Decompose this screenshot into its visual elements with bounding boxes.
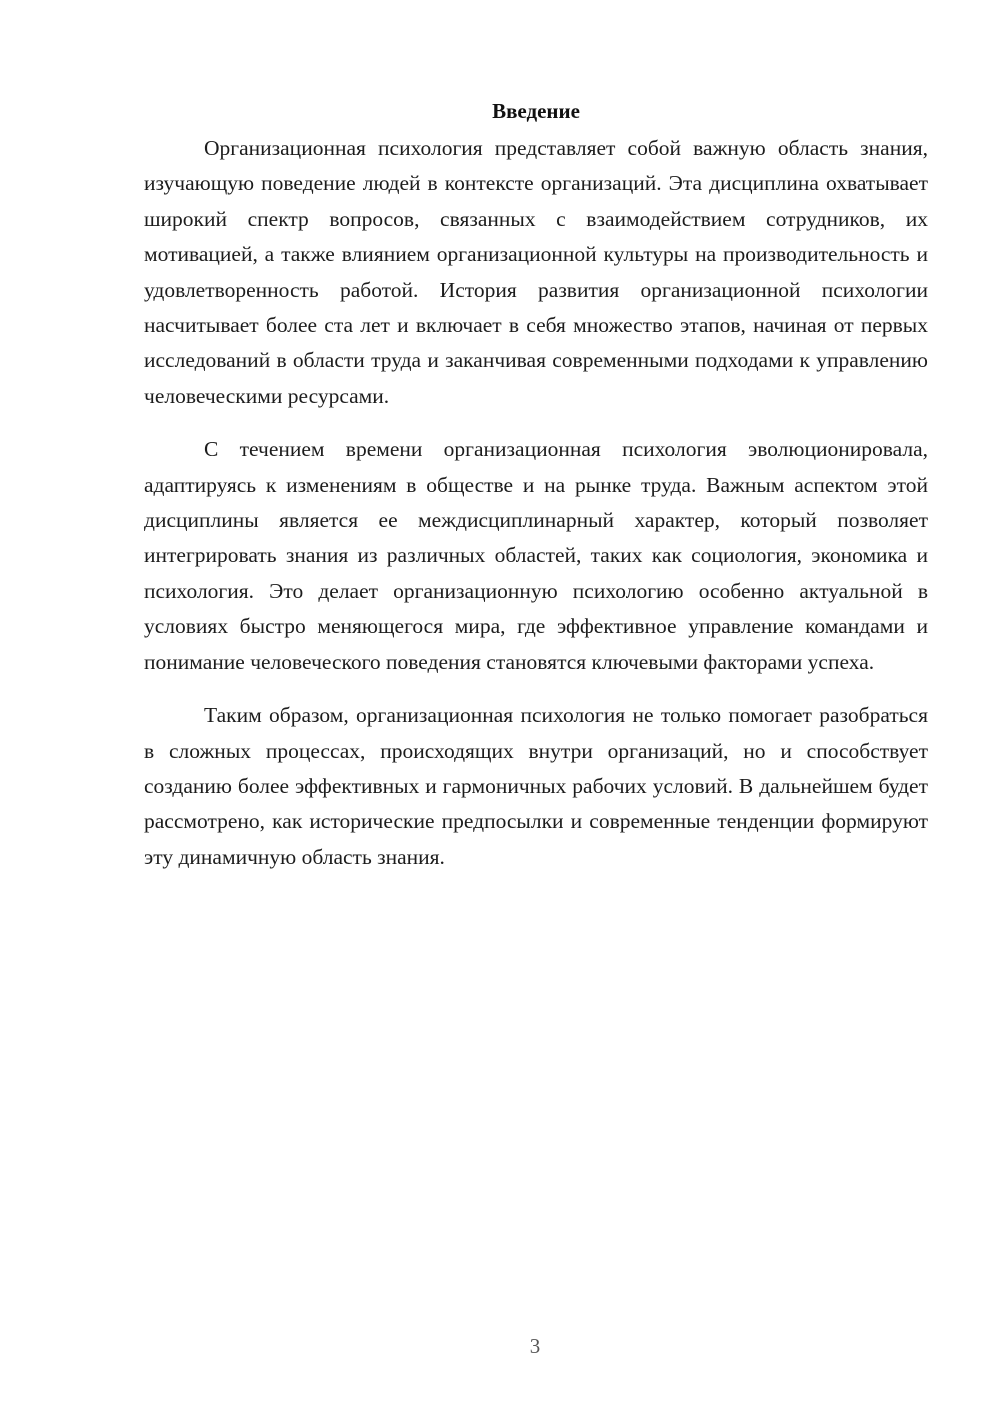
section-heading: Введение [492,99,580,123]
paragraph-2: С течением времени организационная психология эволюционировала, адаптируясь к изменениям в обществе и на рынке труда. Важным аспектом этой дисциплины является ее междисциплинарный характер, который позволяет интегрировать знания из различных областей, таких как социология, экономика и психология. Это делает организационную психологию особенно актуальной в условиях быстро меняющегося мира, где эффективное управление командами и понимание человеческого поведения становятся ключевыми факторами успеха. [144,437,928,674]
page-number: 3 [529,1334,541,1358]
paragraph-3: Таким образом, организационная психология не только помогает разобраться в сложных процессах, происходящих внутри организаций, но и способствует созданию более эффективных и гармоничных рабочих условий. В дальнейшем будет рассмотрено, как исторические предпосылки и современные тенденции формируют эту динамичную область знания. [144,703,928,869]
paragraph-1: Организационная психология представляет собой важную область знания, изучающую поведение людей в контексте организаций. Эта дисциплина охватывает широкий спектр вопросов, связанных с взаимодействием сотрудников, их мотивацией, а также влиянием организационной культуры на производительность и удовлетворенность работой. История развития организационной психологии насчитывает более ста лет и включает в себя множество этапов, начиная от первых исследований в области труда и заканчивая современными подходами к управлению человеческими ресурсами. [144,136,928,408]
page-content [144,97,928,893]
